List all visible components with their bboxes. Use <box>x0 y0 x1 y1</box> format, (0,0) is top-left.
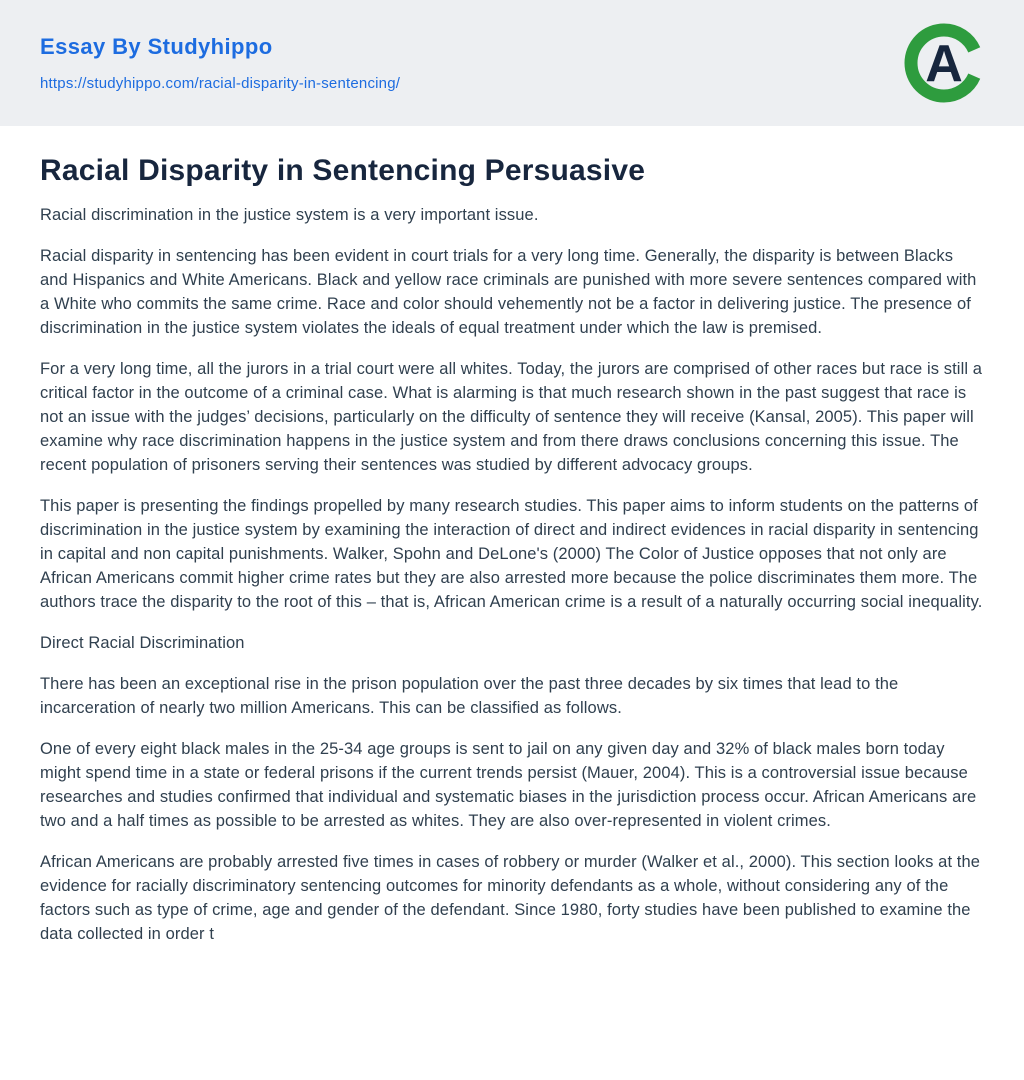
article-body <box>40 203 984 946</box>
logo-letter: A <box>925 35 963 93</box>
article-paragraph: Racial discrimination in the justice system is a very important issue. <box>40 206 539 224</box>
article-paragraph: There has been an exceptional rise in the prison population over the past three decades by six times that lead to the incarceration of nearly two million Americans. This can be classified as follows. <box>40 675 899 717</box>
article-title: Racial Disparity in Sentencing Persuasive <box>40 154 646 187</box>
studyhippo-logo-icon[interactable] <box>904 23 984 103</box>
article-paragraph: For a very long time, all the jurors in a trial court were all whites. Today, the jurors are comprised of other races but race is still a critical factor in the outcome of a criminal case. What is alarming is that much research shown in the past suggest that race is not an issue with the judges’ decisions, particularly on the difficulty of sentence they will receive (Kansal, 2005). This paper will examine why race discrimination happens in the justice system and from there draws conclusions concerning this issue. The recent population of prisoners serving their sentences was studied by different advocacy groups. <box>40 360 983 474</box>
header-text-block <box>40 34 400 92</box>
article-paragraph: This paper is presenting the findings propelled by many research studies. This paper aims to inform students on the patterns of discrimination in the justice system by examining the interaction of direct and indirect evidences in racial disparity in sentencing in capital and non capital punishments. Walker, Spohn and DeLone's (2000) The Color of Justice opposes that not only are African Americans commit higher crime rates but they are also arrested more because the police discriminates them more. The authors trace the disparity to the root of this – that is, African American crime is a result of a naturally occurring social inequality. <box>40 497 983 611</box>
section-heading: Direct Racial Discrimination <box>40 634 245 652</box>
article-paragraph: Racial disparity in sentencing has been evident in court trials for a very long time. Generally, the disparity is between Blacks and Hispanics and White Americans. Black and yellow race criminals are punished with more severe sentences compared with a White who commits the same crime. Race and color should vehemently not be a factor in delivering justice. The presence of discrimination in the justice system violates the ideals of equal treatment under which the law is premised. <box>40 247 977 337</box>
article-url-link[interactable]: https://studyhippo.com/racial-disparity-in-sentencing/ <box>40 75 401 92</box>
page-header <box>0 0 1024 126</box>
site-label: Essay By Studyhippo <box>40 34 273 59</box>
article-container <box>0 126 1024 946</box>
article-paragraph: African Americans are probably arrested five times in cases of robbery or murder (Walker et al., 2000). This section looks at the evidence for racially discriminatory sentencing outcomes for minority defendants as a whole, without considering any of the factors such as type of crime, age and gender of the defendant. Since 1980, forty studies have been published to examine the data collected in order t <box>40 853 981 943</box>
article-paragraph: One of every eight black males in the 25-34 age groups is sent to jail on any given day and 32% of black males born today might spend time in a state or federal prisons if the current trends persist (Mauer, 2004). This is a controversial issue because researches and studies confirmed that individual and systematic biases in the jurisdiction process occur. African Americans are two and a half times as possible to be arrested as whites. They are also over-represented in violent crimes. <box>40 740 977 830</box>
